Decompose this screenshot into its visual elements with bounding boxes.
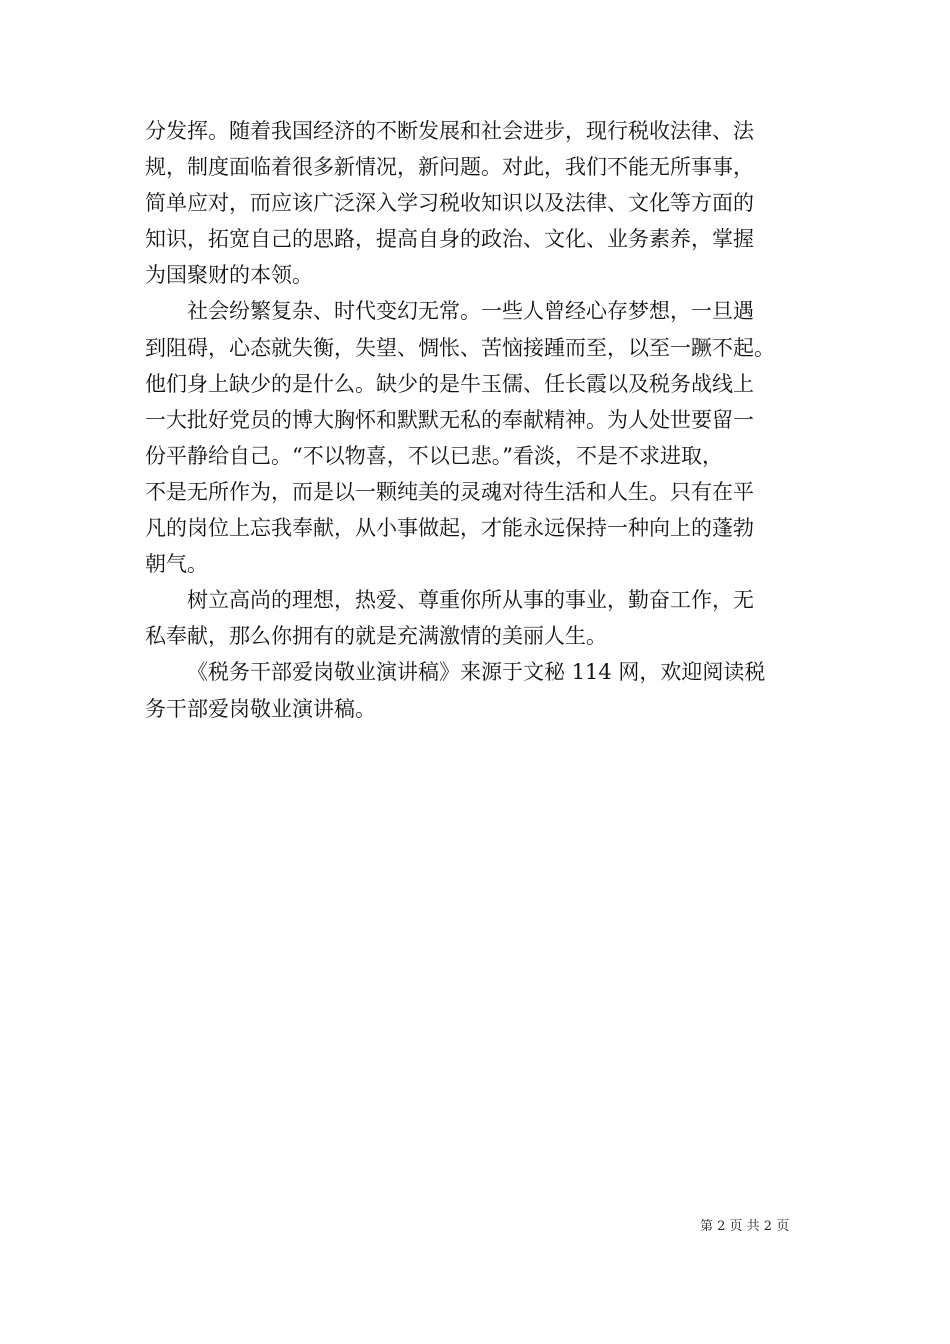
text-line-8: 他们身上缺少的是什么。缺少的是牛玉儒、任长霞以及税务战线上 (145, 371, 754, 396)
text-line-13: 朝气。 (145, 552, 208, 577)
paragraph-start-line-14: 树立高尚的理想，热爱、尊重你所从事的事业，勤奋工作，无 (187, 588, 754, 613)
text-line-10: 份平静给自己。“不以物喜，不以已悲。”看淡，不是不求进取， (145, 443, 723, 468)
paragraph-start-line-6: 社会纷繁复杂、时代变幻无常。一些人曾经心存梦想，一旦遇 (187, 299, 754, 324)
text-line-4: 知识，拓宽自己的思路，提高自身的政治、文化、业务素养，掌握 (145, 227, 754, 252)
text-line-9: 一大批好党员的博大胸怀和默默无私的奉献精神。为人处世要留一 (145, 407, 754, 432)
text-line-3: 简单应对，而应该广泛深入学习税收知识以及法律、文化等方面的 (145, 191, 754, 216)
document-body (145, 113, 809, 727)
page-number-footer: 第 2 页 共 2 页 (700, 1219, 790, 1234)
text-line-1: 分发挥。随着我国经济的不断发展和社会进步，现行税收法律、法 (145, 119, 754, 143)
text-line-2: 规，制度面临着很多新情况，新问题。对此，我们不能无所事事， (145, 155, 754, 180)
text-line-11: 不是无所作为，而是以一颗纯美的灵魂对待生活和人生。只有在平 (145, 479, 754, 504)
text-line-17: 务干部爱岗敬业演讲稿。 (145, 696, 376, 721)
paragraph-start-line-16: 《税务干部爱岗敬业演讲稿》来源于文秘 114 网，欢迎阅读税 (187, 660, 766, 685)
text-line-12: 凡的岗位上忘我奉献，从小事做起，才能永远保持一种向上的蓬勃 (145, 516, 754, 541)
text-line-7: 到阻碍，心态就失衡，失望、惆怅、苦恼接踵而至，以至一蹶不起。 (145, 335, 775, 360)
text-line-15: 私奉献，那么你拥有的就是充满激情的美丽人生。 (145, 624, 607, 649)
text-line-5: 为国聚财的本领。 (145, 263, 313, 288)
